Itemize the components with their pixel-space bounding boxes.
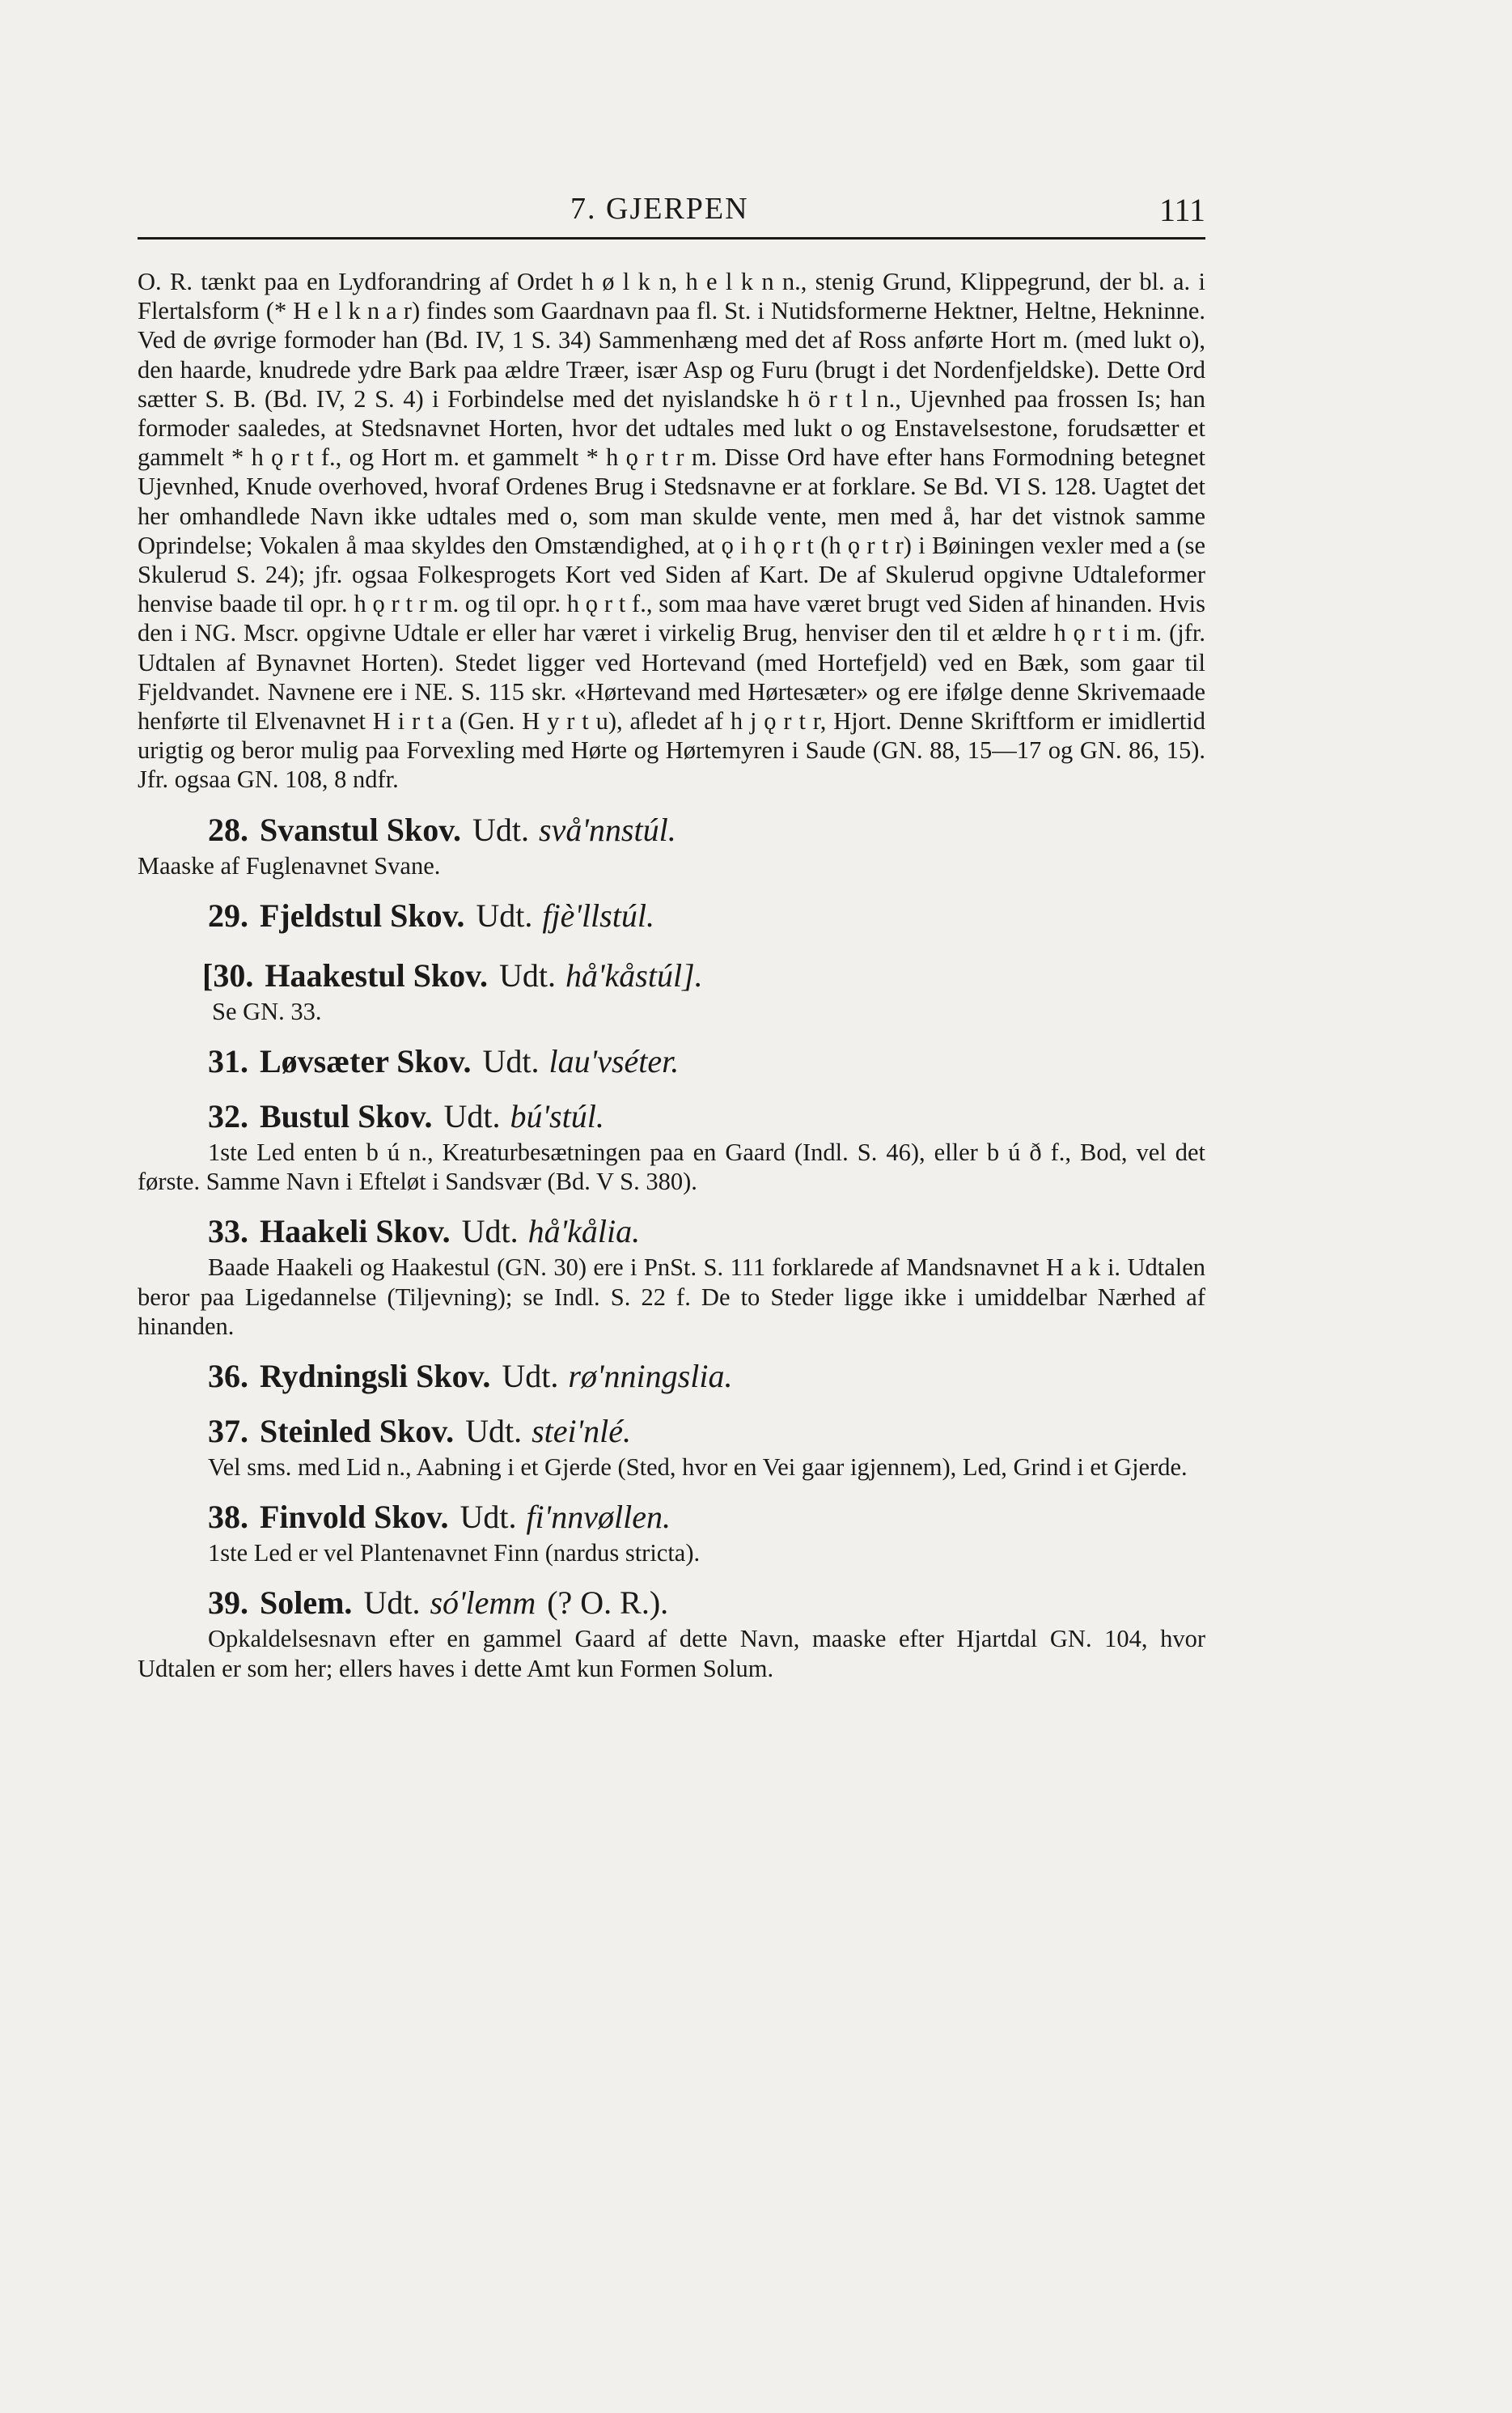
entry-pronunciation: stei'nlé. bbox=[532, 1413, 632, 1450]
entry-udt-label: Udt. bbox=[363, 1584, 421, 1622]
entry-number: [30. bbox=[202, 956, 254, 994]
entry-number: 28. bbox=[208, 811, 248, 848]
page-body bbox=[138, 267, 1205, 1683]
page-header bbox=[138, 191, 1205, 236]
entry-text: Maaske af Fuglenavnet Svane. bbox=[138, 851, 441, 880]
entry-39 bbox=[138, 1584, 1205, 1682]
entry-text: Vel sms. med Lid n., Aabning i et Gjerde (Sted, hvor en Vei gaar igjennem), Led, Grind i et Gjerde. bbox=[208, 1453, 1188, 1482]
entry-number: 36. bbox=[208, 1358, 248, 1395]
entry-33 bbox=[138, 1212, 1205, 1341]
entry-number: 29. bbox=[208, 897, 248, 934]
entry-number: 32. bbox=[208, 1098, 248, 1135]
entry-heading bbox=[208, 1584, 1205, 1622]
entry-29 bbox=[138, 897, 1205, 935]
entry-text: Se GN. 33. bbox=[212, 997, 322, 1025]
entry-number: 33. bbox=[208, 1213, 248, 1250]
running-head: 7. GJERPEN bbox=[570, 192, 749, 226]
entry-name: Fjeldstul Skov. bbox=[260, 897, 465, 934]
entry-name: Haakestul Skov. bbox=[265, 956, 488, 994]
entry-38 bbox=[138, 1498, 1205, 1567]
entry-text: Opkaldelsesnavn efter en gammel Gaard af dette Navn, maaske efter Hjartdal GN. 104, hvor Udtalen er som her; ellers haves i dette Amt kun Formen Solum. bbox=[138, 1625, 1205, 1682]
entry-pronunciation: hå'kålia. bbox=[527, 1213, 641, 1250]
entry-28 bbox=[138, 811, 1205, 880]
entry-pronunciation: só'lemm bbox=[430, 1584, 536, 1622]
entry-31 bbox=[138, 1042, 1205, 1081]
entry-name: Løvsæter Skov. bbox=[260, 1043, 472, 1080]
entry-heading bbox=[208, 1498, 1205, 1537]
entry-heading bbox=[208, 1042, 1205, 1081]
entry-text: Baade Haakeli og Haakestul (GN. 30) ere i PnSt. S. 111 forklarede af Mandsnavnet H a k i. Udtalen beror paa Ligedannelse (Tiljevning); se Indl. S. 22 f. De to Steder ligge ikke i umiddelbar Nærhed af hinanden. bbox=[138, 1253, 1205, 1340]
entry-heading bbox=[208, 1097, 1205, 1136]
page-number: 111 bbox=[1158, 192, 1205, 228]
entry-udt-label: Udt. bbox=[461, 1213, 519, 1250]
entry-number: 39. bbox=[208, 1584, 248, 1622]
entry-udt-label: Udt. bbox=[443, 1098, 501, 1135]
entry-37 bbox=[138, 1412, 1205, 1482]
entry-heading bbox=[208, 811, 1205, 850]
entry-heading bbox=[208, 897, 1205, 935]
entry-name: Solem. bbox=[260, 1584, 353, 1622]
entry-name: Bustul Skov. bbox=[260, 1098, 433, 1135]
entry-udt-label: Udt. bbox=[476, 897, 533, 934]
entry-heading bbox=[208, 1412, 1205, 1451]
entry-32 bbox=[138, 1097, 1205, 1196]
entry-udt-label: Udt. bbox=[482, 1043, 540, 1080]
entry-name: Steinled Skov. bbox=[260, 1413, 455, 1450]
entry-pronunciation: fjè'llstúl. bbox=[542, 897, 654, 934]
entry-pronunciation: hå'kåstúl]. bbox=[565, 956, 703, 994]
entry-udt-label: Udt. bbox=[465, 1413, 523, 1450]
entry-30 bbox=[138, 956, 1205, 1026]
entry-number: 38. bbox=[208, 1499, 248, 1536]
entry-name: Finvold Skov. bbox=[260, 1499, 449, 1536]
entry-note: (? O. R.). bbox=[547, 1584, 669, 1622]
intro-paragraph: O. R. tænkt paa en Lydforandring af Ordet h ø l k n, h e l k n n., stenig Grund, Klippegrund, der bl. a. i Flertalsform (* H e l k n a r) findes som Gaardnavn paa fl. St. i Nutidsformerne Hektner, Heltne, Hekninne. Ved de øvrige formoder han (Bd. IV, 1 S. 34) Sammenhæng med det af Ross anførte Hort m. (med lukt o), den haarde, knudrede ydre Bark paa ældre Træer, især Asp og Furu (brugt i det Nordenfjeldske). Dette Ord sætter S. B. (Bd. IV, 2 S. 4) i Forbindelse med det nyislandske h ö r t l n., Ujevnhed paa frossen Is; han formoder saaledes, at Stedsnavnet Horten, hvor det udtales med lukt o og Enstavelsestone, forudsætter et gammelt * h ǫ r t f., og Hort m. et gammelt * h ǫ r t r m. Disse Ord have efter hans Formodning betegnet Ujevnhed, Knude overhoved, hvoraf Ordenes Brug i Stedsnavne er at forklare. Se Bd. VI S. 128. Uagtet det her omhandlede Navn ikke udtales med o, som man skulde vente, men med å, har det vistnok samme Oprindelse; Vokalen å maa skyldes den Omstændighed, at ǫ i h ǫ r t (h ǫ r t r) i Bøiningen vexler med a (se Skulerud S. 24); jfr. ogsaa Folkesprogets Kort ved Siden af Kart. De af Skulerud opgivne Udtaleformer henvise baade til opr. h ǫ r t r m. og til opr. h ǫ r t f., som maa have været brugt ved Siden af hinanden. Hvis den i NG. Mscr. opgivne Udtale er eller har været i virkelig Brug, henviser den til et ældre h ǫ r t i m. (jfr. Udtalen af Bynavnet Horten). Stedet ligger ved Hortevand (med Hortefjeld) ved en Bæk, som gaar til Fjeldvandet. Navnene ere i NE. S. 115 skr. «Hørtevand med Hørtesæter» og ere ifølge denne Skrivemaade henførte til Elvenavnet H i r t a (Gen. H y r t u), afledet af h j ǫ r t r, Hjort. Denne Skriftform er imidlertid urigtig og beror mulig paa Forvexling med Hørte og Hørtemyren i Saude (GN. 88, 15—17 og GN. 86, 15). Jfr. ogsaa GN. 108, 8 ndfr. bbox=[138, 268, 1205, 794]
entry-udt-label: Udt. bbox=[460, 1499, 517, 1536]
entry-udt-label: Udt. bbox=[498, 956, 556, 994]
entry-udt-label: Udt. bbox=[472, 811, 530, 848]
entry-text: 1ste Led enten b ú n., Kreaturbesætningen paa en Gaard (Indl. S. 46), eller b ú ð f., Bod, vel det første. Samme Navn i Efteløt i Sandsvær (Bd. V S. 380). bbox=[138, 1139, 1205, 1196]
entry-heading bbox=[202, 956, 1205, 995]
entry-pronunciation: rø'nningslia. bbox=[568, 1358, 733, 1395]
entry-name: Rydningsli Skov. bbox=[260, 1358, 491, 1395]
header-rule bbox=[138, 237, 1205, 240]
entry-text: 1ste Led er vel Plantenavnet Finn (nardus stricta). bbox=[208, 1539, 701, 1567]
entry-heading bbox=[208, 1212, 1205, 1251]
entry-udt-label: Udt. bbox=[502, 1358, 559, 1395]
entry-pronunciation: lau'vséter. bbox=[548, 1043, 680, 1080]
entry-pronunciation: fi'nnvøllen. bbox=[526, 1499, 671, 1536]
entry-pronunciation: svå'nnstúl. bbox=[539, 811, 676, 848]
entry-name: Svanstul Skov. bbox=[260, 811, 462, 848]
entry-name: Haakeli Skov. bbox=[260, 1213, 451, 1250]
entry-number: 31. bbox=[208, 1043, 248, 1080]
entry-pronunciation: bú'stúl. bbox=[510, 1098, 604, 1135]
entry-number: 37. bbox=[208, 1413, 248, 1450]
entry-heading bbox=[208, 1357, 1205, 1396]
entry-36 bbox=[138, 1357, 1205, 1396]
